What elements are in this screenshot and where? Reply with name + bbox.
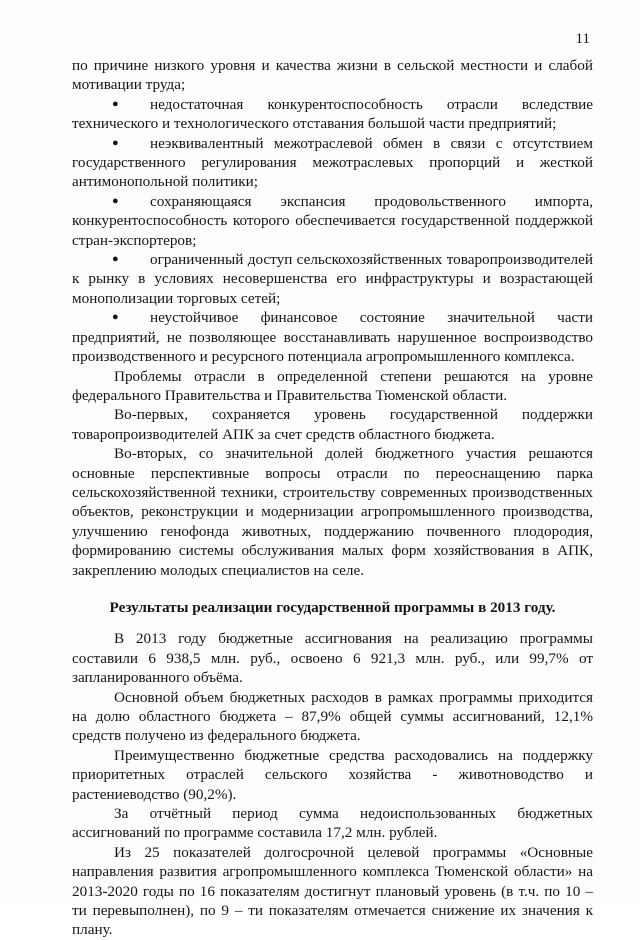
bullet-item-1 bbox=[72, 95, 593, 134]
paragraph-secondly: Во-вторых, со значительной долей бюджетного участия решаются основные перспективные вопросы отрасли по переоснащению парка сельскохозяйственной техники, строительству современных производственных объектов, реконструкции и модернизации агропромышленного производства, улучшению генофонда животных, поддержанию почвенного плодородия, формированию системы обслуживания малых форм хозяйствования в АПК, закреплению молодых специалистов на селе. bbox=[72, 445, 593, 579]
intro-continuation: по причине низкого уровня и качества жизни в сельской местности и слабой мотивации труда; bbox=[72, 57, 593, 94]
paragraph-problems: Проблемы отрасли в определенной степени решаются на уровне федерального Правительства и Правительства Тюменской области. bbox=[72, 367, 593, 404]
bullet-item-3 bbox=[72, 192, 593, 250]
document-body bbox=[72, 56, 593, 940]
paragraph-priority-sectors: Преимущественно бюджетные средства расходовались на поддержку приоритетных отраслей сельского хозяйства - животноводство и растениеводство (90,2%). bbox=[72, 746, 593, 803]
bullet-dot-icon: ● bbox=[112, 253, 119, 266]
bullet-text: недостаточная конкурентоспособность отрасли вследствие технического и технологического отставания большой части предприятий; bbox=[72, 95, 593, 133]
paragraph-unused-funds: За отчётный период сумма недоиспользованных бюджетных ассигнований по программе составила 17,2 млн. рублей. bbox=[72, 805, 593, 842]
bullet-item-2 bbox=[72, 134, 593, 192]
paragraph-budget-share: Основной объем бюджетных расходов в рамках программы приходится на долю областного бюджета – 87,9% общей суммы ассигнований, 12,1% средств получено из федерального бюджета. bbox=[72, 688, 593, 745]
bullet-dot-icon: ● bbox=[112, 136, 119, 149]
paragraph-firstly: Во-первых, сохраняется уровень государственной поддержки товаропроизводителей АПК за счет средств областного бюджета. bbox=[72, 406, 593, 443]
bullet-text: неэквивалентный межотраслевой обмен в связи с отсутствием государственного регулирования межотраслевых пропорций и жесткой антимонопольной политики; bbox=[72, 134, 593, 191]
paragraph-indicators: Из 25 показателей долгосрочной целевой программы «Основные направления развития агропромышленного комплекса Тюменской области» на 2013-2020 годы по 16 показателям достигнут плановый уровень (в т.ч. по 10 – ти перевыполнен), по 9 – ти показателям отмечается снижение их значения к плану. bbox=[72, 843, 593, 939]
bullet-item-5 bbox=[72, 308, 593, 366]
bullet-dot-icon: ● bbox=[112, 97, 119, 110]
bullet-item-4 bbox=[72, 250, 593, 308]
bullet-dot-icon: ● bbox=[112, 194, 119, 207]
page-number: 11 bbox=[575, 31, 590, 47]
section-heading: Результаты реализации государственной программы в 2013 году. bbox=[109, 598, 556, 616]
bullet-list bbox=[72, 95, 593, 367]
bullet-text: неустойчивое финансовое состояние значительной части предприятий, не позволяющее восстанавливать нарушенное воспроизводство производственного и ресурсного потенциала агропромышленного комплекса. bbox=[72, 309, 593, 366]
paragraph-budget-2013: В 2013 году бюджетные ассигнования на реализацию программы составили 6 938,5 млн. руб., освоено 6 921,3 млн. руб., или 99,7% от запланированного объёма. bbox=[72, 630, 593, 687]
bullet-text: сохраняющаяся экспансия продовольственного импорта, конкурентоспособность которого обеспечивается государственной поддержкой стран-экспортеров; bbox=[72, 192, 593, 249]
bullet-text: ограниченный доступ сельскохозяйственных товаропроизводителей к рынку в условиях несовершенства его инфраструктуры и возрастающей монополизации торговых сетей; bbox=[72, 251, 593, 307]
bullet-dot-icon: ● bbox=[112, 311, 119, 324]
